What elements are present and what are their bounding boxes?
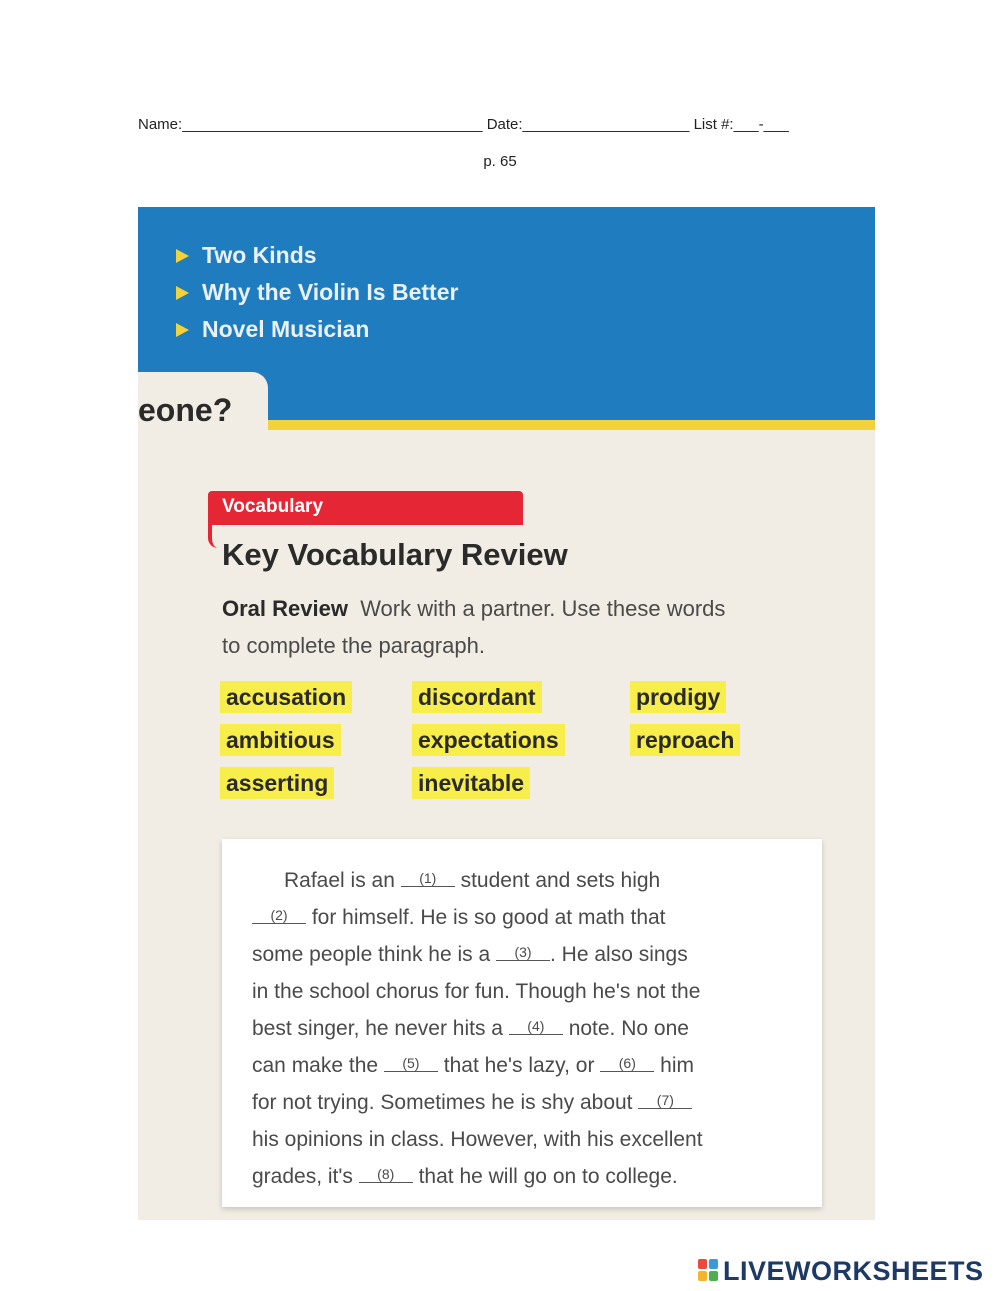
textbook-page <box>138 207 875 1220</box>
passage-line: for not trying. Sometimes he is shy about (7) <box>252 1091 692 1115</box>
passage-line: best singer, he never hits a (4) note. No one <box>252 1017 689 1040</box>
selection-item: Novel Musician <box>176 311 458 348</box>
instructions <box>222 590 822 664</box>
passage-line: some people think he is a (3) . He also sings <box>252 943 688 966</box>
selection-item: Two Kinds <box>176 237 458 274</box>
answer-blank[interactable]: (5) <box>384 1055 438 1072</box>
unit-title-fragment: eone? <box>138 392 233 428</box>
unit-title-tab <box>138 372 268 435</box>
vocab-word: reproach <box>630 724 740 756</box>
passage-line: Rafael is an (1) student and sets high <box>284 869 661 892</box>
answer-blank[interactable]: (8) <box>359 1166 413 1183</box>
date-field[interactable]: ____________________ <box>522 116 690 133</box>
passage-line: (2) for himself. He is so good at math that <box>252 906 666 930</box>
list-field[interactable]: ___-___ <box>733 116 789 133</box>
answer-blank[interactable]: (1) <box>401 870 455 887</box>
student-info-line <box>138 116 858 133</box>
vocab-word: inevitable <box>412 767 530 799</box>
instructions-lead: Oral Review <box>222 596 348 621</box>
arrow-icon <box>176 323 189 337</box>
passage-line: can make the (5) that he's lazy, or (6) him <box>252 1054 694 1077</box>
answer-blank[interactable]: (3) <box>496 944 550 961</box>
answer-blank[interactable]: (4) <box>509 1018 563 1035</box>
vocab-word: asserting <box>220 767 334 799</box>
liveworksheets-logo <box>698 1256 984 1286</box>
vocab-word: discordant <box>412 681 542 713</box>
vocab-word: accusation <box>220 681 352 713</box>
passage-line: grades, it's (8) that he will go on to college. <box>252 1165 678 1188</box>
instructions-text: to complete the paragraph. <box>222 633 485 658</box>
vocabulary-tag: Vocabulary <box>208 491 523 525</box>
answer-blank[interactable]: (6) <box>600 1055 654 1072</box>
answer-blank[interactable]: (7) <box>638 1092 692 1109</box>
page-number: p. 65 <box>483 153 517 170</box>
date-label: Date: <box>486 116 523 133</box>
name-label: Name: <box>138 116 183 133</box>
section-title: Key Vocabulary Review <box>222 537 568 572</box>
selection-item: Why the Violin Is Better <box>176 274 458 311</box>
arrow-icon <box>176 286 189 300</box>
logo-mark-icon <box>698 1259 719 1283</box>
list-label: List #: <box>693 116 734 133</box>
passage-line: his opinions in class. However, with his excellent <box>252 1128 703 1151</box>
answer-blank[interactable]: (2) <box>252 907 306 924</box>
instructions-text: Work with a partner. Use these words <box>360 596 726 621</box>
arrow-icon <box>176 249 189 263</box>
passage-box <box>222 839 822 1207</box>
selection-list <box>176 237 458 348</box>
vocab-word: ambitious <box>220 724 341 756</box>
name-field[interactable]: ____________________________________ <box>182 116 483 133</box>
logo-text: LIVEWORKSHEETS <box>723 1255 984 1286</box>
passage-line: in the school chorus for fun. Though he's not the <box>252 980 701 1003</box>
vocab-word: expectations <box>412 724 565 756</box>
vocab-word: prodigy <box>630 681 726 713</box>
